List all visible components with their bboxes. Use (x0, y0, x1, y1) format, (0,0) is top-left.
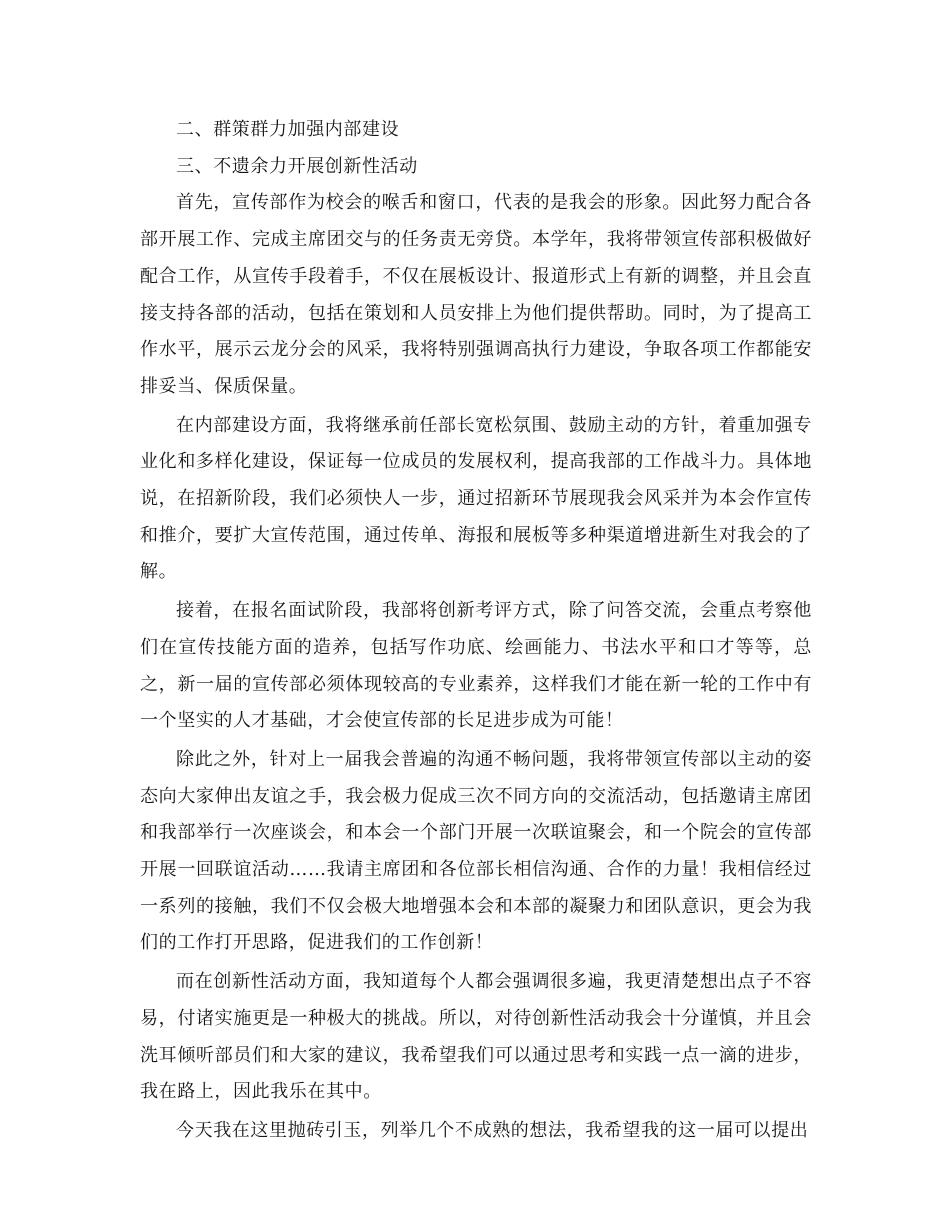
section-heading-3: 三、不遗余力开展创新性活动 (176, 155, 418, 177)
document-body (140, 112, 812, 1150)
paragraph-innovation: 而在创新性活动方面，我知道每个人都会强调很多遍，我更清楚想出点子不容易，付诸实施更是一种极大的挑战。所以，对待创新性活动我会十分谨慎，并且会洗耳倾听部员们和大家的建议，我希望我们可以通过思考和实践一点一滴的进步，我在路上，因此我乐在其中。 (140, 971, 812, 1103)
paragraph-closing: 今天我在这里抛砖引玉，列举几个不成熟的想法，我希望我的这一届可以提出 (176, 1119, 809, 1141)
paragraph-interview-stage: 接着，在报名面试阶段，我部将创新考评方式，除了问答交流，会重点考察他们在宣传技能方面的造养，包括写作功底、绘画能力、书法水平和口才等等，总之，新一届的宣传部必须体现较高的专业素养，这样我们才能在新一轮的工作中有一个坚实的人才基础，才会使宣传部的长足进步成为可能！ (140, 600, 812, 732)
paragraph-internal-building: 在内部建设方面，我将继承前任部长宽松氛围、鼓励主动的方针，着重加强专业化和多样化建设，保证每一位成员的发展权利，提高我部的工作战斗力。具体地说，在招新阶段，我们必须快人一步，通过招新环节展现我会风采并为本会作宣传和推介，要扩大宣传范围，通过传单、海报和展板等多种渠道增进新生对我会的了解。 (140, 414, 812, 583)
section-heading-2: 二、群策群力加强内部建设 (176, 119, 400, 140)
paragraph-communication: 除此之外，针对上一届我会普遍的沟通不畅问题，我将带领宣传部以主动的姿态向大家伸出友谊之手，我会极力促成三次不同方向的交流活动，包括邀请主席团和我部举行一次座谈会，和本会一个部门开展一次联谊聚会，和一个院会的宣传部开展一回联谊活动……我请主席团和各位部长相信沟通、合作的力量！我相信经过一系列的接触，我们不仅会极大地增强本会和本部的凝聚力和团队意识，更会为我们的工作打开思路，促进我们的工作创新！ (140, 748, 812, 954)
paragraph-publicity-role: 首先，宣传部作为校会的喉舌和窗口，代表的是我会的形象。因此努力配合各部开展工作、完成主席团交与的任务责无旁贷。本学年，我将带领宣传部积极做好配合工作，从宣传手段着手，不仅在展板设计、报道形式上有新的调整，并且会直接支持各部的活动，包括在策划和人员安排上为他们提供帮助。同时，为了提高工作水平，展示云龙分会的风采，我将特别强调高执行力建设，争取各项工作都能安排妥当、保质保量。 (140, 192, 812, 397)
